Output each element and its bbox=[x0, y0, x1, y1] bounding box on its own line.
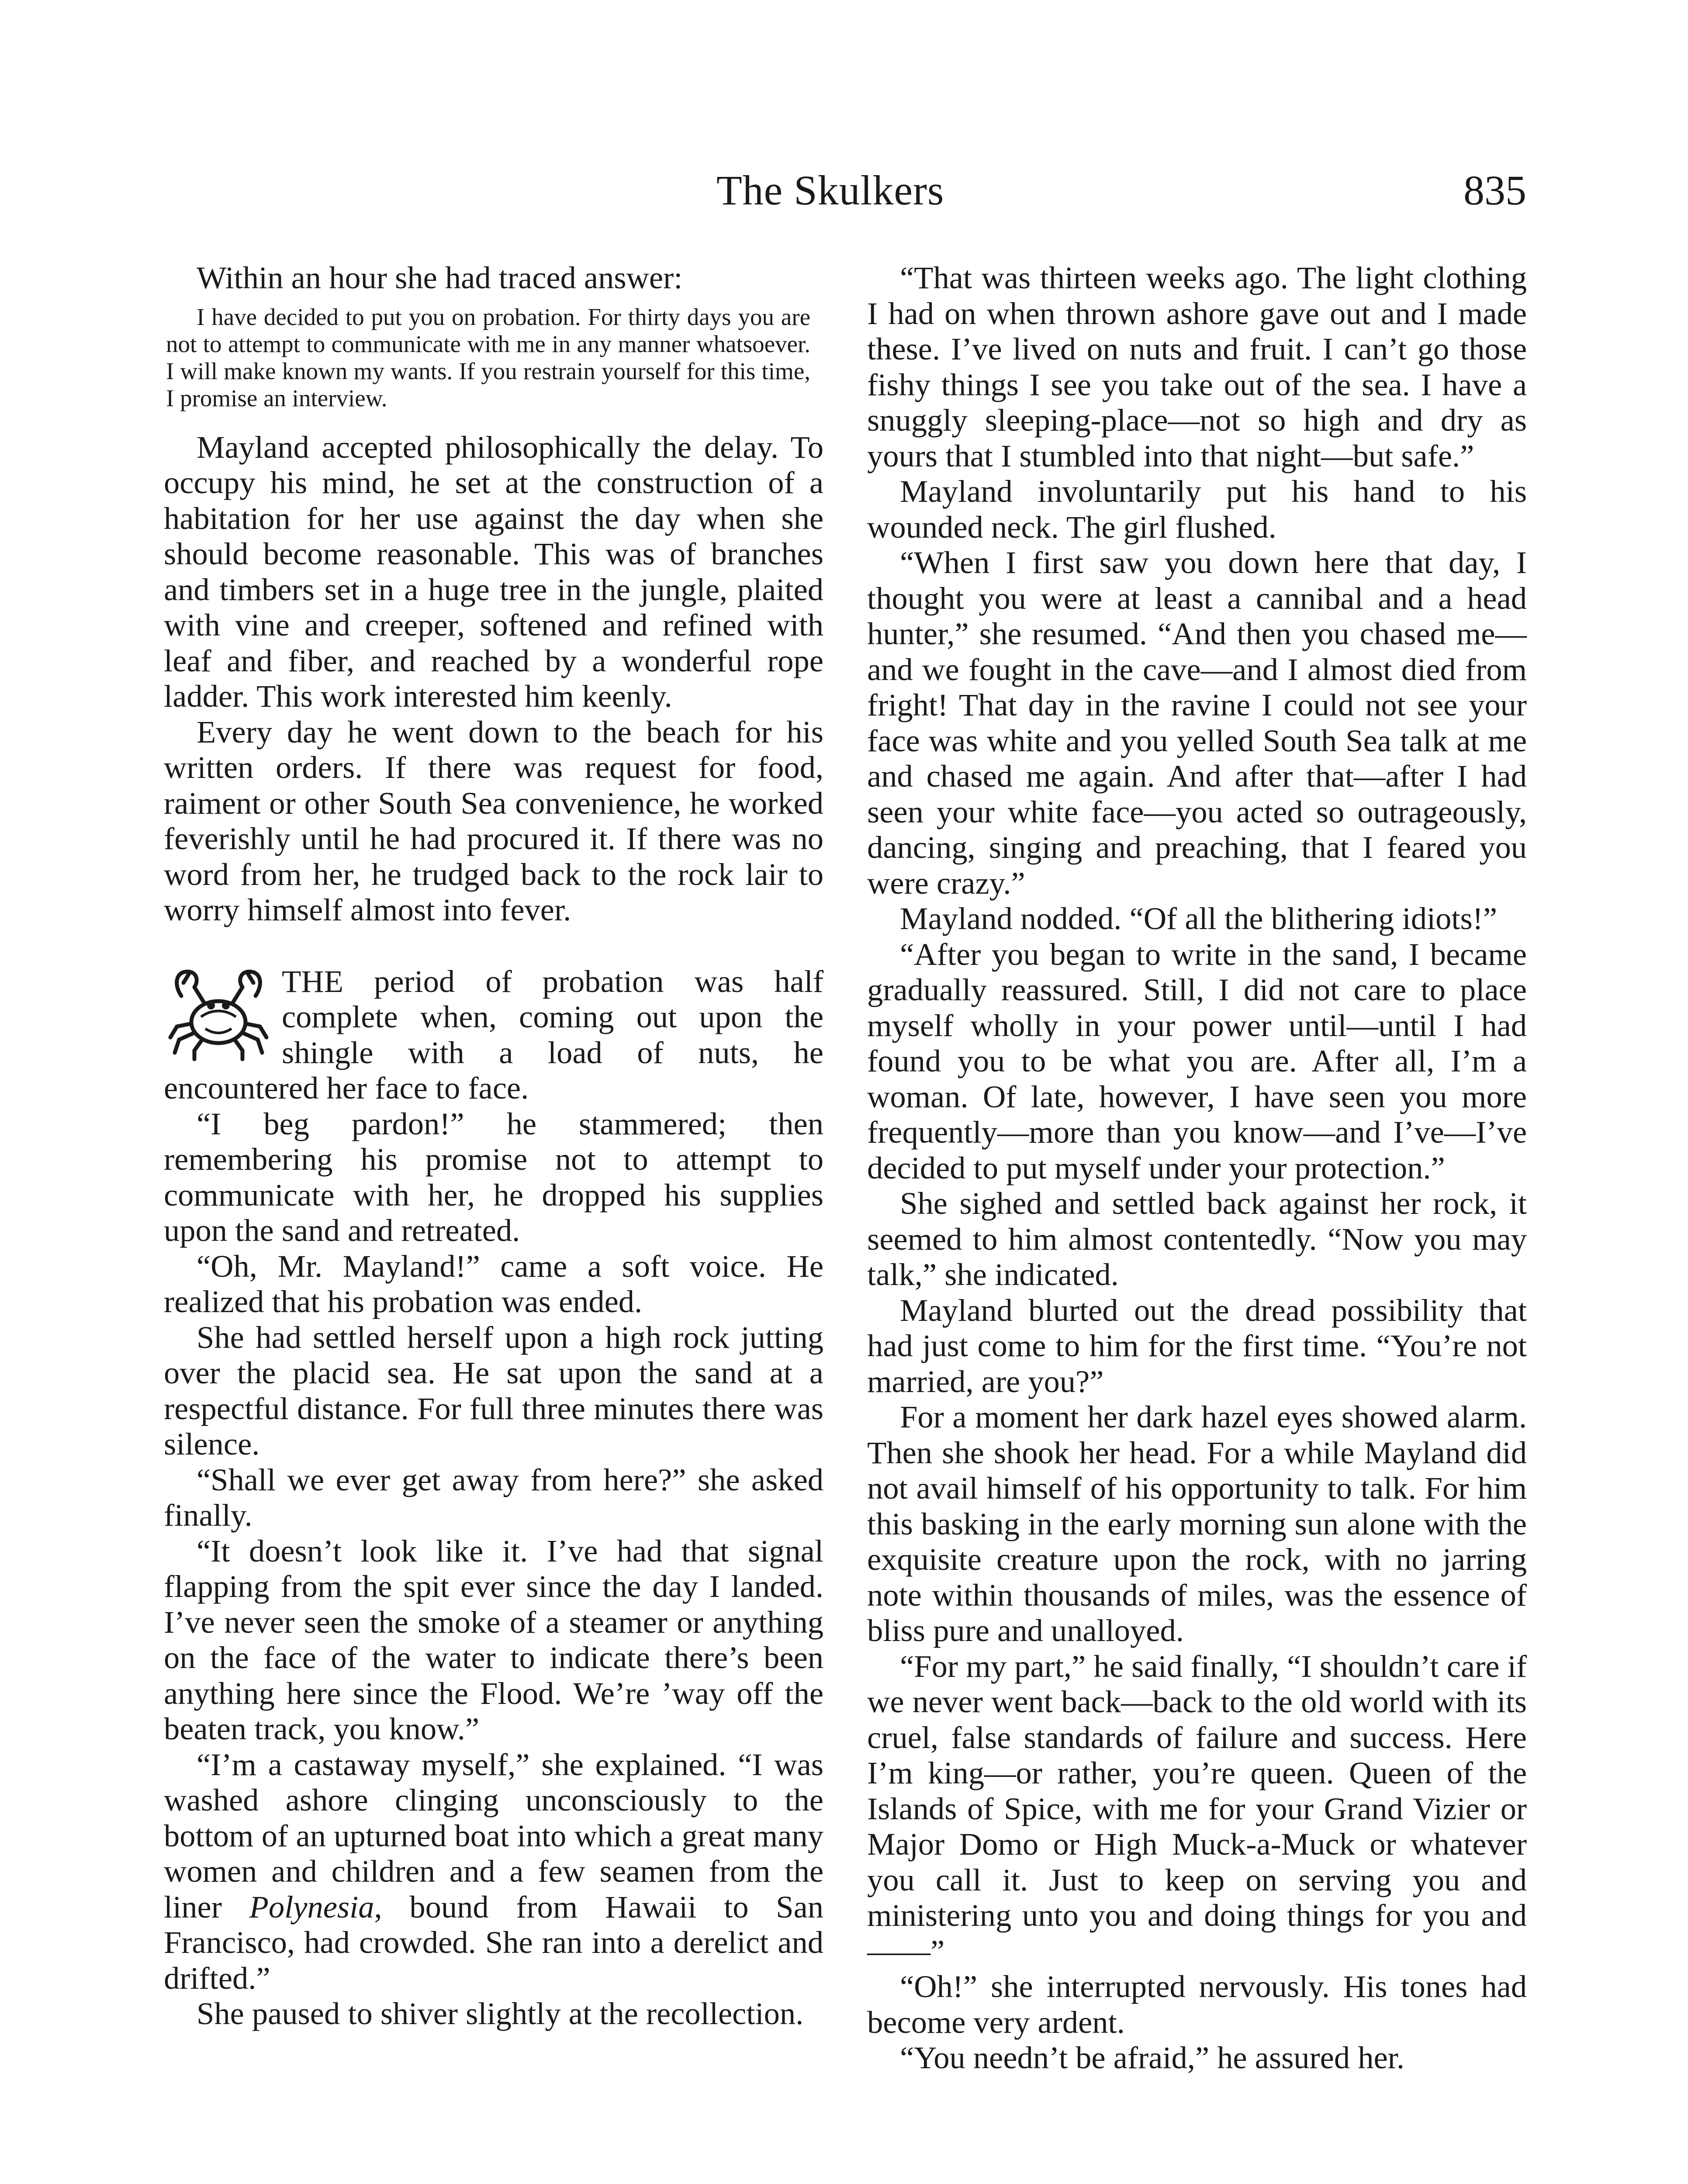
text-run: “I’m a castaway myself,” she explained. “I was washed ashore clinging unconsciously to the bottom of an upturned boat into which a great many women and children and a few seamen from the liner bbox=[164, 1746, 823, 1925]
paragraph: Every day he went down to the beach for his written orders. If there was request for food, raiment or other South Sea convenience, he worked feverishly until he had procured it. If there was no word from her, he trudged back to the rock lair to worry himself almost into fever. bbox=[164, 714, 823, 927]
paragraph: She sighed and settled back against her rock, it seemed to him almost contentedly. “Now you may talk,” she indicated. bbox=[867, 1185, 1527, 1292]
paragraph: “When I first saw you down here that day, I thought you were at least a cannibal and a head hunter,” she resumed. “And then you chased me—and we fought in the cave—and I almost died from fright! That day in the ravine I could not see your face was white and you yelled South Sea talk at me and chased me again. And after that—after I had seen your white face—you acted so outrageously, dancing, singing and preaching, that I feared you were crazy.” bbox=[867, 545, 1527, 901]
crab-icon bbox=[164, 965, 273, 1061]
letter-text: I have decided to put you on probation. For thirty days you are not to attempt to communicate with me in any manner whatsoever. I will make known my wants. If you restrain yourself for this time, I promise an interview. bbox=[166, 303, 810, 411]
paragraph: “After you began to write in the sand, I became gradually reassured. Still, I did not care to place myself wholly in your power until—until I had found you to be what you are. After all, I’m a woman. Of late, however, I have seen you more frequently—more than you know—and I’ve—I’ve decided to put myself under your protection.” bbox=[867, 936, 1527, 1185]
paragraph: Mayland involuntarily put his hand to his wounded neck. The girl flushed. bbox=[867, 473, 1527, 545]
paragraph: “It doesn’t look like it. I’ve had that signal flapping from the spit ever since the day I landed. I’ve never seen the smoke of a steamer or anything on the face of the water to indicate there’s been anything here since the Flood. We’re ’way off the beaten track, you know.” bbox=[164, 1533, 823, 1746]
paragraph: For a moment her dark hazel eyes showed alarm. Then she shook her head. For a while Mayland did not avail himself of his opportunity to talk. For him this basking in the early morning sun alone with the exquisite creature upon the rock, with no jarring note within thousands of miles, was the essence of bliss pure and unalloyed. bbox=[867, 1399, 1527, 1648]
paragraph: She had settled herself upon a high rock jutting over the placid sea. He sat upon the sand at a respectful distance. For full three minutes there was silence. bbox=[164, 1319, 823, 1462]
ship-name: Polynesia bbox=[249, 1889, 374, 1925]
page-number: 835 bbox=[1463, 167, 1526, 214]
running-title: The Skulkers bbox=[716, 167, 944, 214]
paragraph: “For my part,” he said finally, “I shouldn’t care if we never went back—back to the old world with its cruel, false standards of failure and success. Here I’m king—or rather, you’re queen. Queen of the Islands of Spice, with me for your Grand Vizier or Major Domo or High Muck-a-Muck or whatever you call it. Just to keep on serving you and ministering unto you and doing things for you and——” bbox=[867, 1648, 1527, 1969]
paragraph: Within an hour she had traced answer: bbox=[197, 260, 683, 295]
paragraph: Mayland nodded. “Of all the blithering idiots!” bbox=[900, 901, 1498, 936]
section-break bbox=[164, 928, 823, 964]
paragraph: “Shall we ever get away from here?” she asked finally. bbox=[164, 1462, 823, 1533]
paragraph: “I beg pardon!” he stammered; then remembering his promise not to attempt to communicate with her, he dropped his supplies upon the sand and retreated. bbox=[164, 1106, 823, 1248]
paragraph bbox=[164, 1747, 823, 1996]
paragraph: Mayland blurted out the dread possibility that had just come to him for the first time. “You’re not married, are you?” bbox=[867, 1292, 1527, 1399]
right-column bbox=[867, 260, 1527, 2076]
paragraph: She paused to shiver slightly at the recollection. bbox=[197, 1996, 804, 2031]
left-column bbox=[164, 260, 823, 2032]
paragraph: Mayland accepted philosophically the delay. To occupy his mind, he set at the construction of a habitation for her use against the day when she should become reasonable. This was of branches and timbers set in a huge tree in the jungle, plaited with vine and creeper, softened and refined with leaf and fiber, and reached by a wonderful rope ladder. This work interested him keenly. bbox=[164, 429, 823, 714]
section-opening-paragraph: THE period of probation was half complete when, coming out upon the shingle with a load of nuts, he encountered her face to face. bbox=[164, 963, 823, 1106]
text-run: , bound from Hawaii to San Francisco, had crowded. She ran into a derelict and drifted.” bbox=[164, 1889, 824, 1996]
paragraph: “Oh!” she interrupted nervously. His tones had become very ardent. bbox=[867, 1969, 1527, 2040]
paragraph: “You needn’t be afraid,” he assured her. bbox=[900, 2040, 1404, 2075]
page-header bbox=[0, 166, 1688, 227]
paragraph: “That was thirteen weeks ago. The light clothing I had on when thrown ashore gave out and I made these. I’ve lived on nuts and fruit. I can’t go those fishy things I see you take out of the sea. I have a snuggly sleeping-place—not so high and dry as yours that I stumbled into that night—but safe.” bbox=[867, 260, 1527, 473]
paragraph: “Oh, Mr. Mayland!” came a soft voice. He realized that his probation was ended. bbox=[164, 1248, 823, 1319]
